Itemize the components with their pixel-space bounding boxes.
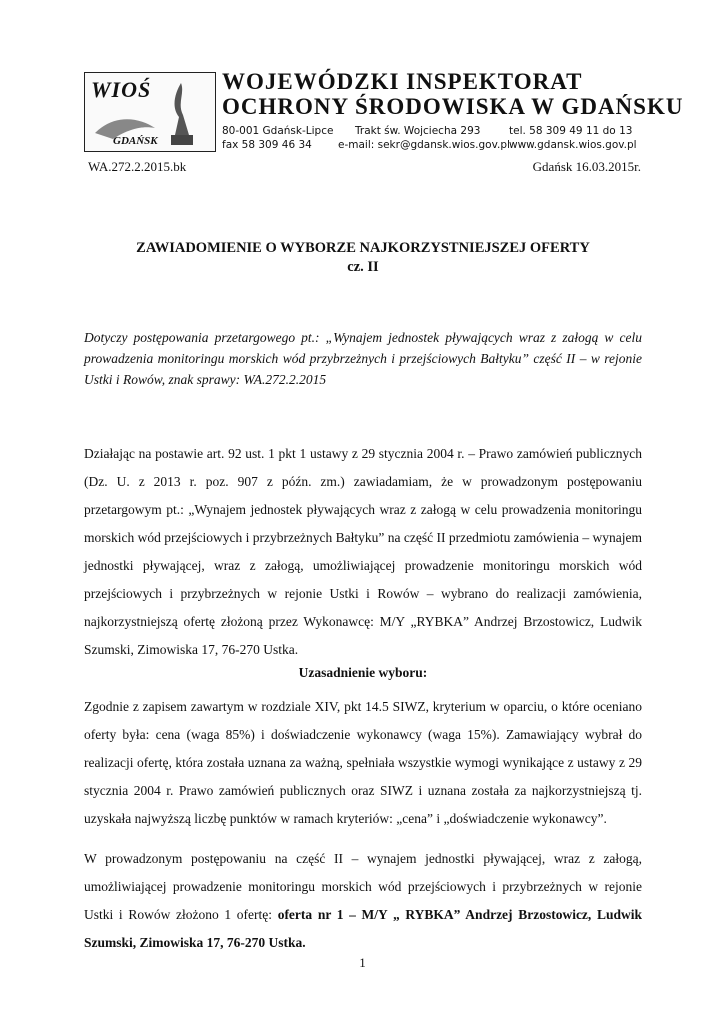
final-paragraph — [84, 845, 642, 957]
website: www.gdansk.wios.gov.pl — [509, 139, 637, 151]
document-title: ZAWIADOMIENIE O WYBORZE NAJKORZYSTNIEJSZEJ OFERTY — [136, 240, 590, 256]
body-paragraph: Działając na postawie art. 92 ust. 1 pkt 1 ustawy z 29 stycznia 2004 r. – Prawo zamówień publicznych (Dz. U. z 2013 r. poz. 907 z późn. zm.) zawiadamiam, że w prowadzonym postępowaniu przetargowym pt.: „Wynajem jednostek pływających wraz z załogą w celu prowadzenia monitoringu morskich wód przejściowych i przybrzeżnych Bałtyku” na część II przedmiotu zamówienia – wynajem jednostki pływającej, wraz z załogą, umożliwiającej prowadzenie monitoringu morskich wód przejściowych i przybrzeżnych w rejonie Ustki i Rowów – wybrano do realizacji zamówienia, najkorzystniejszą ofertę złożoną przez Wykonawcę: M/Y „RYBKA” Andrzej Brzostowicz, Ludwik Szumski, Zimowiska 17, 76-270 Ustka. — [84, 446, 642, 657]
street: Trakt św. Wojciecha 293 — [355, 125, 481, 137]
wios-logo — [84, 72, 216, 152]
justification-paragraph: Zgodnie z zapisem zawartym w rozdziale XIV, pkt 14.5 SIWZ, kryterium w oparciu, o które oceniano oferty była: cena (waga 85%) i doświadczenie wykonawcy (waga 15%). Zamawiający wybrał do realizacji ofertę, która została uznana za ważną, spełniała wszystkie wymogi wynikające z ustawy z 29 stycznia 2004 r. Prawo zamówień publicznych oraz SIWZ i uznana została za najkorzystniejszą tj. uzyskała najwyższą liczbę punktów w ramach kryteriów: „cena” i „doświadczenie wykonawcy”. — [84, 699, 642, 826]
logo-city: GDAŃSK — [113, 135, 158, 147]
page-number: 1 — [359, 955, 366, 970]
final-paragraph-text: W prowadzonym postępowaniu na część II – wynajem jednostki pływającej, wraz z załogą, umożliwiającej prowadzenie monitoringu morskich wód przejściowych i przybrzeżnych w rejonie Ustki i Rowów złożono 1 ofertę: — [84, 851, 642, 922]
email: e-mail: sekr@gdansk.wios.gov.pl — [338, 139, 510, 151]
institution-name-line2: OCHRONY ŚRODOWISKA W GDAŃSKU — [222, 94, 684, 119]
logo-text: WIOŚ — [91, 77, 152, 102]
place-date: Gdańsk 16.03.2015r. — [532, 159, 641, 174]
fax: fax 58 309 46 34 — [222, 139, 312, 151]
phone: tel. 58 309 49 11 do 13 — [509, 125, 633, 137]
reference-number: WA.272.2.2015.bk — [88, 159, 187, 174]
document-subtitle: cz. II — [347, 259, 379, 275]
address: 80-001 Gdańsk-Lipce — [222, 125, 334, 137]
institution-name-line1: WOJEWÓDZKI INSPEKTORAT — [222, 69, 583, 94]
subject-paragraph: Dotyczy postępowania przetargowego pt.: „Wynajem jednostek pływających wraz z załogą w celu prowadzenia monitoringu morskich wód przybrzeżnych i przejściowych Bałtyku” część II – w rejonie Ustki i Rowów, znak sprawy: WA.272.2.2015 — [84, 330, 642, 387]
justification-heading: Uzasadnienie wyboru: — [298, 665, 428, 680]
final-paragraph-offer: oferta nr 1 – M/Y „ RYBKA” Andrzej Brzostowicz, Ludwik Szumski, Zimowiska 17, 76-270 Ustka. — [84, 907, 642, 950]
